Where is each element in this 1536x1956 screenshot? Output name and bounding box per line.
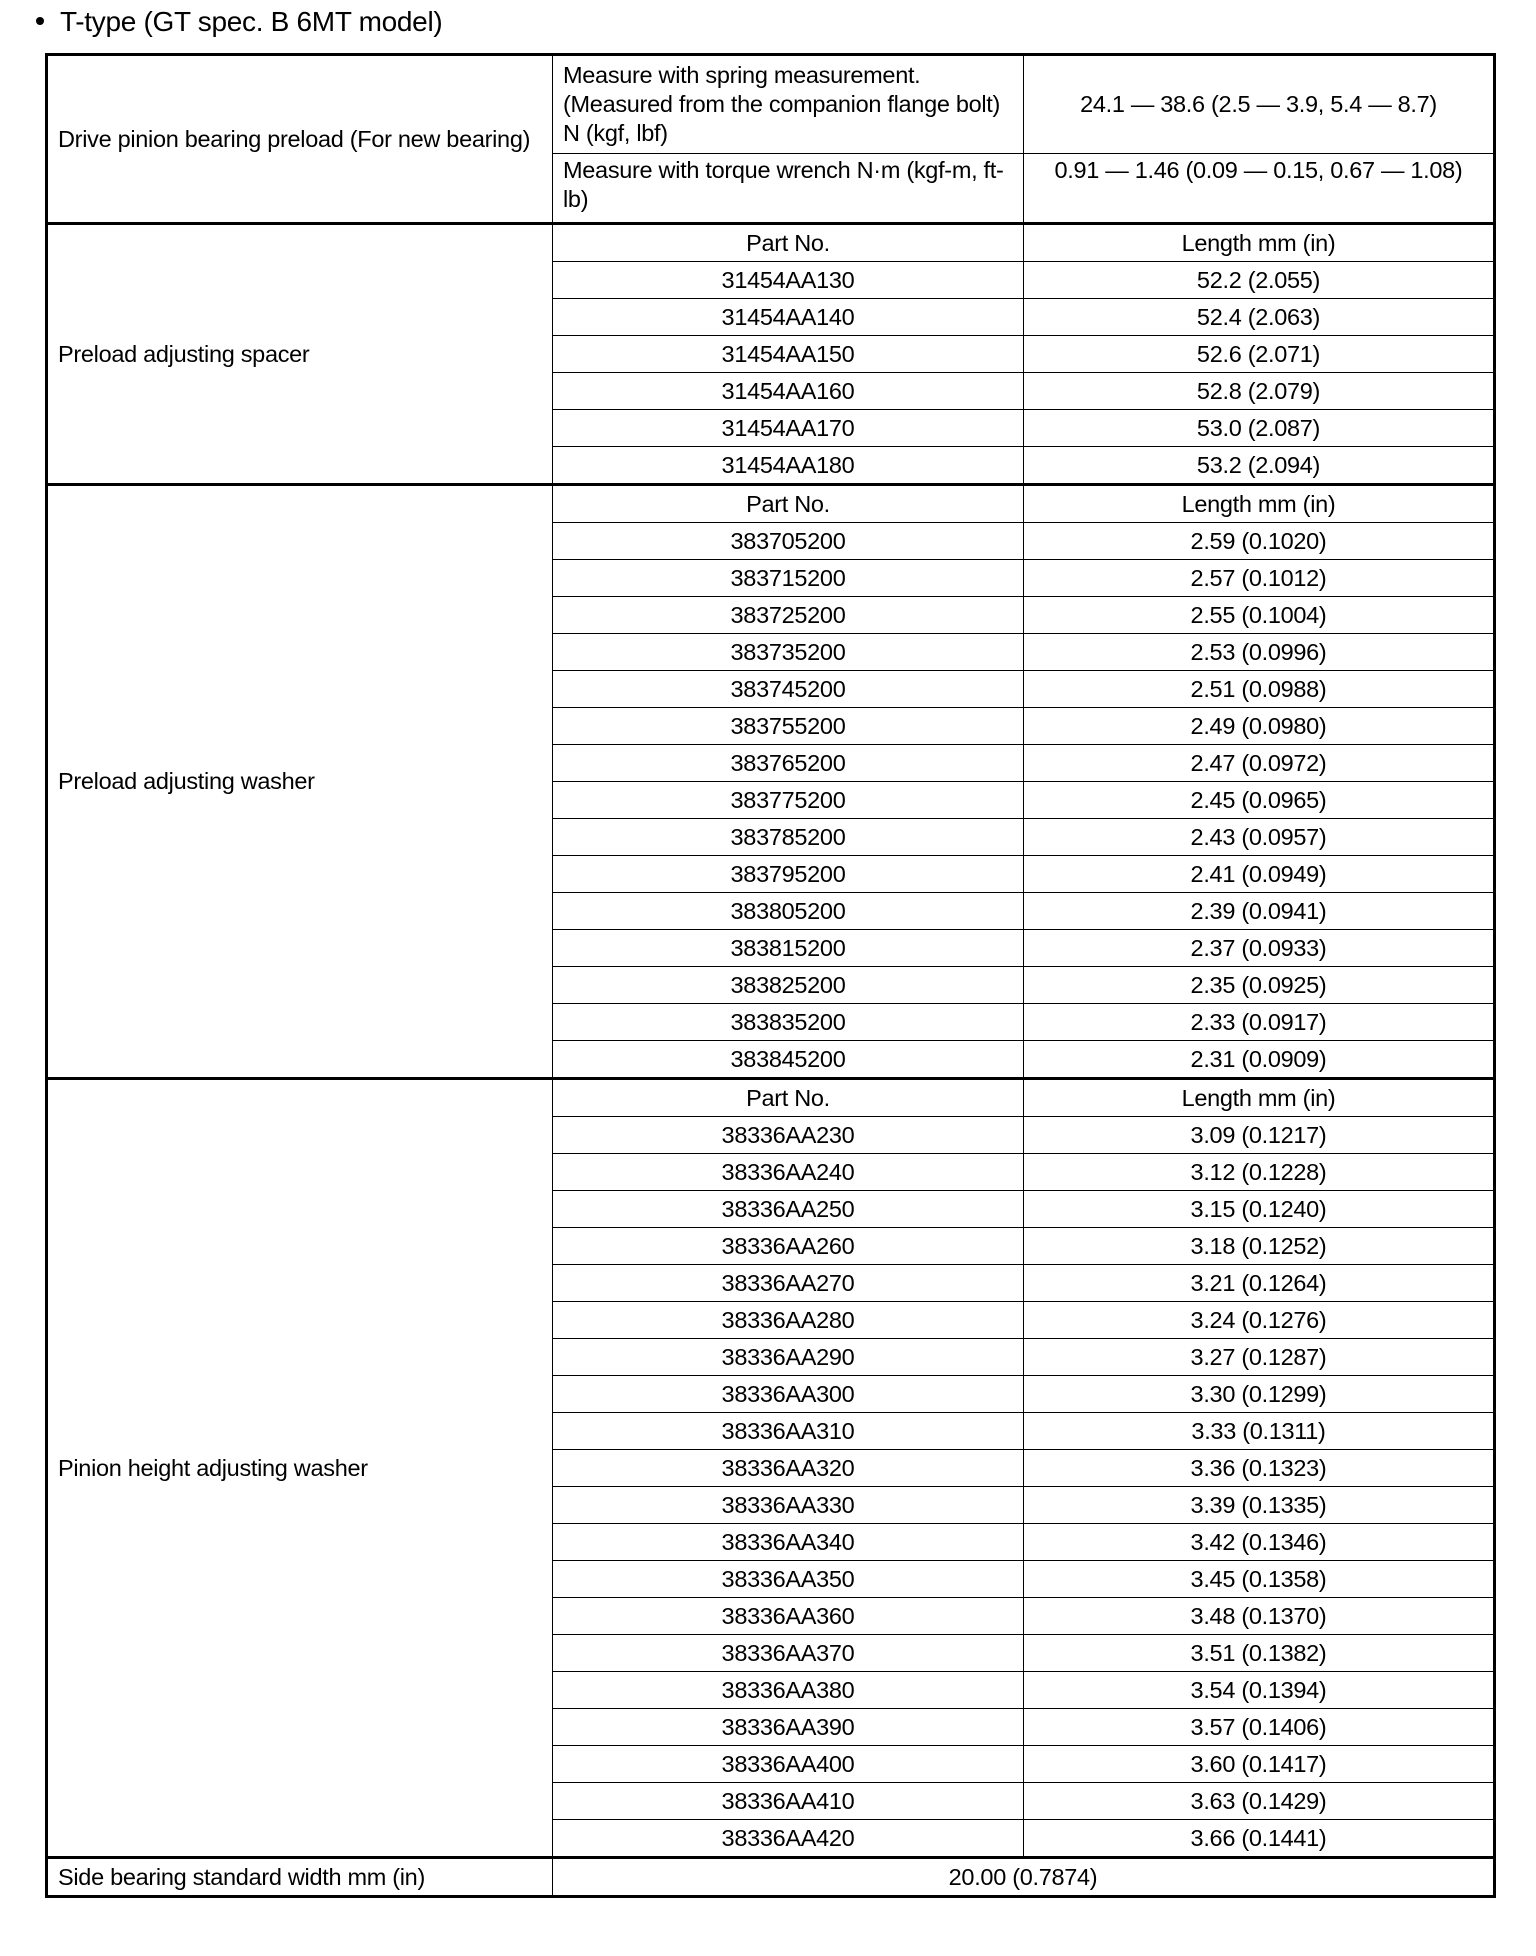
group-header-row — [47, 1079, 1495, 1117]
preload-spring-row — [47, 55, 1495, 154]
part-number: 38336AA410 — [553, 1783, 1024, 1820]
part-number: 383755200 — [553, 708, 1024, 745]
length-value: 3.21 (0.1264) — [1024, 1265, 1495, 1302]
part-number: 383795200 — [553, 856, 1024, 893]
length-value: 3.39 (0.1335) — [1024, 1487, 1495, 1524]
length-value: 2.57 (0.1012) — [1024, 560, 1495, 597]
length-value: 2.49 (0.0980) — [1024, 708, 1495, 745]
length-value: 2.33 (0.0917) — [1024, 1004, 1495, 1041]
part-number: 38336AA290 — [553, 1339, 1024, 1376]
torque-value: 0.91 — 1.46 (0.09 — 0.15, 0.67 — 1.08) — [1024, 154, 1495, 224]
spring-value: 24.1 — 38.6 (2.5 — 3.9, 5.4 — 8.7) — [1024, 55, 1495, 154]
part-number: 31454AA180 — [553, 447, 1024, 485]
length-value: 3.12 (0.1228) — [1024, 1154, 1495, 1191]
length-value: 2.55 (0.1004) — [1024, 597, 1495, 634]
part-number: 38336AA330 — [553, 1487, 1024, 1524]
part-number: 38336AA340 — [553, 1524, 1024, 1561]
length-value: 3.45 (0.1358) — [1024, 1561, 1495, 1598]
part-number: 31454AA170 — [553, 410, 1024, 447]
part-number: 38336AA260 — [553, 1228, 1024, 1265]
length-value: 2.59 (0.1020) — [1024, 523, 1495, 560]
part-no-header: Part No. — [553, 224, 1024, 262]
length-value: 3.09 (0.1217) — [1024, 1117, 1495, 1154]
part-number: 383765200 — [553, 745, 1024, 782]
part-number: 383815200 — [553, 930, 1024, 967]
length-header: Length mm (in) — [1024, 224, 1495, 262]
spec-table — [45, 53, 1496, 1898]
group-label: Pinion height adjusting washer — [47, 1079, 553, 1858]
length-value: 2.39 (0.0941) — [1024, 893, 1495, 930]
length-value: 3.33 (0.1311) — [1024, 1413, 1495, 1450]
length-value: 3.15 (0.1240) — [1024, 1191, 1495, 1228]
part-number: 38336AA350 — [553, 1561, 1024, 1598]
section-title — [14, 6, 442, 38]
length-value: 52.6 (2.071) — [1024, 336, 1495, 373]
part-number: 38336AA300 — [553, 1376, 1024, 1413]
part-number: 38336AA240 — [553, 1154, 1024, 1191]
part-number: 31454AA130 — [553, 262, 1024, 299]
side-bearing-label: Side bearing standard width mm (in) — [47, 1858, 553, 1897]
part-number: 383775200 — [553, 782, 1024, 819]
part-number: 383705200 — [553, 523, 1024, 560]
part-number: 31454AA150 — [553, 336, 1024, 373]
group-header-row — [47, 485, 1495, 523]
length-value: 3.63 (0.1429) — [1024, 1783, 1495, 1820]
part-number: 38336AA280 — [553, 1302, 1024, 1339]
part-number: 383725200 — [553, 597, 1024, 634]
length-value: 3.48 (0.1370) — [1024, 1598, 1495, 1635]
length-value: 2.31 (0.0909) — [1024, 1041, 1495, 1079]
length-value: 52.8 (2.079) — [1024, 373, 1495, 410]
length-value: 2.51 (0.0988) — [1024, 671, 1495, 708]
length-value: 53.0 (2.087) — [1024, 410, 1495, 447]
length-value: 3.57 (0.1406) — [1024, 1709, 1495, 1746]
length-value: 3.24 (0.1276) — [1024, 1302, 1495, 1339]
length-value: 3.30 (0.1299) — [1024, 1376, 1495, 1413]
group-label: Preload adjusting spacer — [47, 224, 553, 485]
spring-method: Measure with spring measurement. (Measured from the companion flange bolt) N (kgf, lbf) — [553, 55, 1024, 154]
part-number: 38336AA230 — [553, 1117, 1024, 1154]
length-value: 52.4 (2.063) — [1024, 299, 1495, 336]
length-value: 2.43 (0.0957) — [1024, 819, 1495, 856]
part-number: 38336AA270 — [553, 1265, 1024, 1302]
length-value: 2.47 (0.0972) — [1024, 745, 1495, 782]
part-number: 38336AA380 — [553, 1672, 1024, 1709]
part-number: 383805200 — [553, 893, 1024, 930]
side-bearing-row — [47, 1858, 1495, 1897]
length-value: 3.18 (0.1252) — [1024, 1228, 1495, 1265]
part-number: 38336AA370 — [553, 1635, 1024, 1672]
section-title-text: T-type (GT spec. B 6MT model) — [60, 6, 443, 37]
part-number: 38336AA310 — [553, 1413, 1024, 1450]
length-value: 2.35 (0.0925) — [1024, 967, 1495, 1004]
part-number: 38336AA420 — [553, 1820, 1024, 1858]
part-number: 38336AA390 — [553, 1709, 1024, 1746]
side-bearing-value: 20.00 (0.7874) — [553, 1858, 1495, 1897]
part-number: 383745200 — [553, 671, 1024, 708]
length-value: 2.37 (0.0933) — [1024, 930, 1495, 967]
length-header: Length mm (in) — [1024, 485, 1495, 523]
preload-label: Drive pinion bearing preload (For new bearing) — [47, 55, 553, 224]
group-label: Preload adjusting washer — [47, 485, 553, 1079]
length-value: 2.45 (0.0965) — [1024, 782, 1495, 819]
part-number: 38336AA320 — [553, 1450, 1024, 1487]
length-value: 3.36 (0.1323) — [1024, 1450, 1495, 1487]
torque-method: Measure with torque wrench N·m (kgf-m, ft-lb) — [553, 154, 1024, 224]
length-value: 3.51 (0.1382) — [1024, 1635, 1495, 1672]
length-value: 2.41 (0.0949) — [1024, 856, 1495, 893]
part-number: 383785200 — [553, 819, 1024, 856]
part-number: 383715200 — [553, 560, 1024, 597]
part-number: 38336AA360 — [553, 1598, 1024, 1635]
part-number: 383845200 — [553, 1041, 1024, 1079]
length-header: Length mm (in) — [1024, 1079, 1495, 1117]
part-number: 38336AA400 — [553, 1746, 1024, 1783]
part-number: 31454AA140 — [553, 299, 1024, 336]
part-number: 31454AA160 — [553, 373, 1024, 410]
part-number: 383735200 — [553, 634, 1024, 671]
part-number: 38336AA250 — [553, 1191, 1024, 1228]
length-value: 3.66 (0.1441) — [1024, 1820, 1495, 1858]
length-value: 3.42 (0.1346) — [1024, 1524, 1495, 1561]
length-value: 3.60 (0.1417) — [1024, 1746, 1495, 1783]
bullet-icon — [36, 17, 44, 25]
part-number: 383825200 — [553, 967, 1024, 1004]
part-no-header: Part No. — [553, 485, 1024, 523]
length-value: 2.53 (0.0996) — [1024, 634, 1495, 671]
length-value: 52.2 (2.055) — [1024, 262, 1495, 299]
length-value: 53.2 (2.094) — [1024, 447, 1495, 485]
length-value: 3.27 (0.1287) — [1024, 1339, 1495, 1376]
part-no-header: Part No. — [553, 1079, 1024, 1117]
length-value: 3.54 (0.1394) — [1024, 1672, 1495, 1709]
group-header-row — [47, 224, 1495, 262]
part-number: 383835200 — [553, 1004, 1024, 1041]
